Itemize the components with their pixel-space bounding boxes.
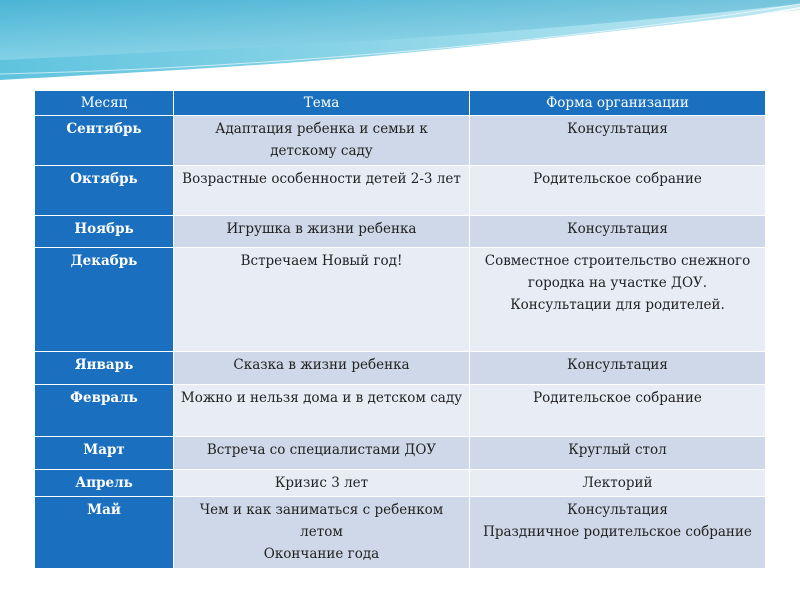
- topic-text: Кризис 3 лет: [274, 475, 369, 491]
- topic-cell: [174, 437, 470, 470]
- form-cell: [470, 352, 766, 385]
- topic-cell: [174, 470, 470, 497]
- form-text: Консультация: [567, 357, 668, 373]
- table-row: [35, 248, 766, 352]
- form-text: Праздничное родительское собрание: [483, 524, 752, 540]
- form-cell: [470, 116, 766, 166]
- topic-text: Встречаем Новый год!: [240, 253, 403, 269]
- header-month: Месяц: [35, 91, 174, 116]
- form-cell: [470, 248, 766, 352]
- form-text: Консультации для родителей.: [510, 297, 725, 313]
- topic-text: Адаптация ребенка и семьи к детскому саду: [215, 121, 428, 159]
- form-text: Консультация: [567, 221, 668, 237]
- table-row: [35, 216, 766, 248]
- header-row: [35, 91, 766, 116]
- month-cell: Октябрь: [35, 166, 174, 216]
- month-cell: Март: [35, 437, 174, 470]
- table-row: [35, 352, 766, 385]
- month-cell: Апрель: [35, 470, 174, 497]
- form-cell: [470, 470, 766, 497]
- topic-text: Возрастные особенности детей 2-3 лет: [182, 171, 461, 187]
- month-cell: Январь: [35, 352, 174, 385]
- form-text: Круглый стол: [568, 442, 667, 458]
- form-cell: [470, 497, 766, 569]
- table-row: [35, 437, 766, 470]
- form-text: Совместное строительство снежного городка на участке ДОУ.: [484, 253, 751, 291]
- form-text: Родительское собрание: [533, 171, 702, 187]
- month-cell: Май: [35, 497, 174, 569]
- topic-cell: [174, 248, 470, 352]
- month-cell: Февраль: [35, 385, 174, 437]
- header-form: Форма организации: [470, 91, 766, 116]
- header-wave-decoration: [0, 0, 800, 95]
- month-cell: Декабрь: [35, 248, 174, 352]
- form-cell: [470, 166, 766, 216]
- topic-cell: [174, 497, 470, 569]
- form-cell: [470, 216, 766, 248]
- topic-cell: [174, 116, 470, 166]
- topic-text: Игрушка в жизни ребенка: [226, 221, 417, 237]
- form-cell: [470, 437, 766, 470]
- form-cell: [470, 385, 766, 437]
- table-row: [35, 385, 766, 437]
- form-text: Консультация: [567, 121, 668, 137]
- schedule-table: [34, 90, 766, 569]
- table-row: [35, 166, 766, 216]
- form-text: Родительское собрание: [533, 390, 702, 406]
- table-row: [35, 116, 766, 166]
- topic-cell: [174, 352, 470, 385]
- form-text: Лекторий: [582, 475, 653, 491]
- topic-text: Окончание года: [263, 546, 380, 562]
- topic-cell: [174, 166, 470, 216]
- month-cell: Сентябрь: [35, 116, 174, 166]
- topic-text: Встреча со специалистами ДОУ: [206, 442, 437, 458]
- header-topic: Тема: [174, 91, 470, 116]
- table-row: [35, 497, 766, 569]
- topic-text: Чем и как заниматься с ребенком летом: [199, 502, 444, 540]
- topic-cell: [174, 385, 470, 437]
- month-cell: Ноябрь: [35, 216, 174, 248]
- topic-text: Можно и нельзя дома и в детском саду: [180, 390, 463, 406]
- topic-text: Сказка в жизни ребенка: [233, 357, 410, 373]
- table-row: [35, 470, 766, 497]
- form-text: Консультация: [567, 502, 668, 518]
- topic-cell: [174, 216, 470, 248]
